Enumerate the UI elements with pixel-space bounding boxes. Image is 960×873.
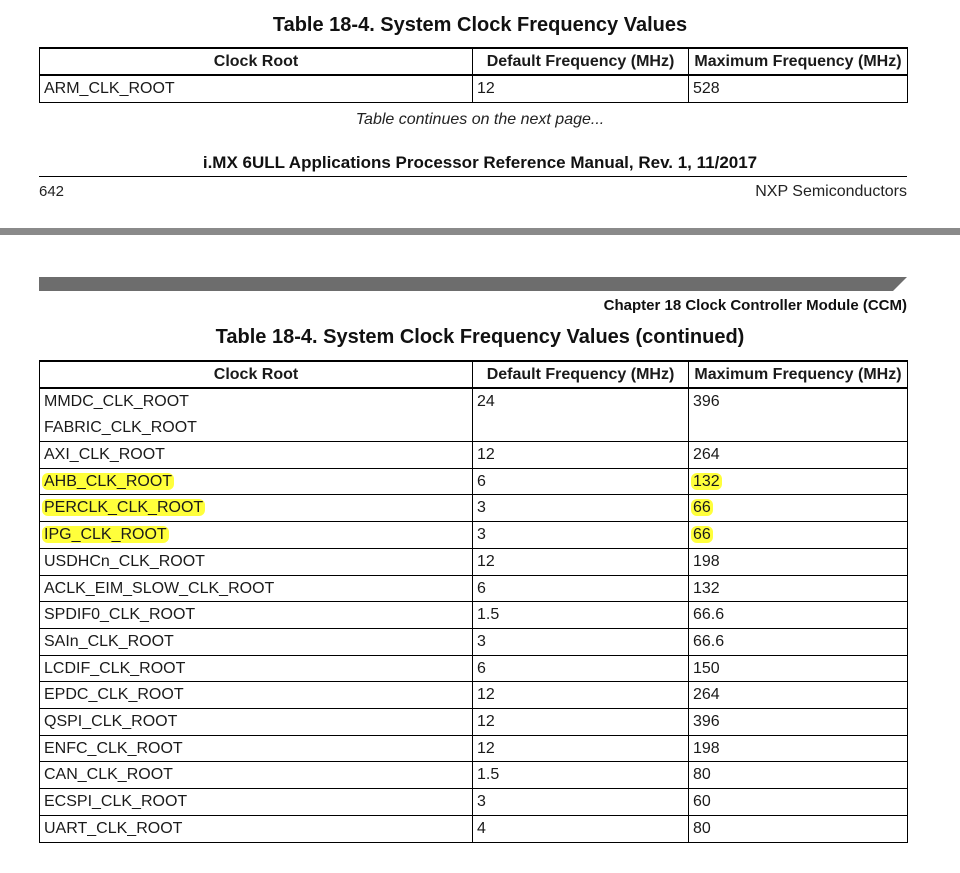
table-row (40, 762, 908, 789)
table-row (40, 522, 908, 549)
clock-root-fabric: FABRIC_CLK_ROOT (44, 419, 197, 436)
default-frequency-cell-text: 3 (477, 632, 486, 650)
page-divider (0, 228, 960, 235)
maximum-frequency-cell-text: 150 (693, 659, 720, 677)
maximum-frequency-cell (689, 602, 908, 629)
clock-root-cell (40, 628, 473, 655)
clock-root-cell: ARM_CLK_ROOT (40, 75, 473, 102)
maximum-frequency-cell-text: 60 (693, 793, 711, 811)
default-frequency-cell (473, 468, 689, 495)
maximum-frequency-cell-text: 264 (693, 686, 720, 704)
maximum-frequency-cell-text: 66.6 (693, 606, 725, 624)
table-row (40, 468, 908, 495)
clock-root-cell (40, 655, 473, 682)
clock-frequency-table-part1 (39, 47, 908, 103)
table-row (40, 655, 908, 682)
maximum-frequency-cell-text: 80 (693, 819, 711, 837)
default-frequency-cell-text: 1.5 (477, 766, 500, 784)
footer-rule (39, 176, 907, 177)
default-frequency-cell-text: 12 (477, 552, 495, 570)
clock-root-cell-text: AXI_CLK_ROOT (44, 446, 165, 463)
clock-root-cell (40, 682, 473, 709)
default-frequency-cell (473, 762, 689, 789)
maximum-frequency-cell (689, 735, 908, 762)
default-frequency-cell-text: 3 (477, 526, 486, 544)
default-frequency-cell (473, 548, 689, 575)
table-row (40, 815, 908, 842)
default-frequency-cell-text: 12 (477, 739, 495, 757)
maximum-frequency-cell (689, 655, 908, 682)
maximum-frequency-cell (689, 682, 908, 709)
default-frequency-cell-text: 12 (477, 686, 495, 704)
clock-root-cell-text: ENFC_CLK_ROOT (44, 739, 183, 757)
default-frequency-cell (473, 602, 689, 629)
clock-frequency-table-part2 (39, 360, 908, 843)
default-frequency-cell (473, 789, 689, 816)
default-frequency-cell-text: 6 (477, 579, 486, 597)
maximum-frequency-cell (689, 495, 908, 522)
table-row (40, 75, 908, 102)
default-frequency-cell (473, 522, 689, 549)
page-number: 642 (39, 183, 65, 200)
clock-root-cell (40, 495, 473, 522)
maximum-frequency-cell-text: 132 (693, 472, 720, 490)
maximum-frequency-cell-text: 66 (693, 499, 711, 517)
default-frequency-cell (473, 495, 689, 522)
maximum-frequency-cell: 528 (689, 75, 908, 102)
default-frequency-cell (473, 709, 689, 736)
maximum-frequency-cell (689, 548, 908, 575)
header-maximum-frequency: Maximum Frequency (MHz) (689, 361, 908, 388)
table-row (40, 628, 908, 655)
default-frequency-cell-text: 12 (477, 446, 495, 463)
clock-root-cell (40, 602, 473, 629)
company-name: NXP Semiconductors (755, 183, 907, 200)
default-frequency-cell-text: 4 (477, 819, 486, 837)
clock-root-cell (40, 709, 473, 736)
clock-root-cell-text: ECSPI_CLK_ROOT (44, 793, 188, 811)
default-frequency-cell-text: 6 (477, 659, 486, 677)
maximum-frequency-cell (689, 789, 908, 816)
maximum-frequency-cell-text: 66.6 (693, 632, 725, 650)
default-frequency-cell-text: 6 (477, 472, 486, 490)
table-row (40, 735, 908, 762)
table-row-merged (40, 388, 908, 442)
default-frequency-cell (473, 682, 689, 709)
default-frequency-cell (473, 815, 689, 842)
default-frequency-cell (473, 735, 689, 762)
default-frequency-cell (473, 442, 689, 469)
clock-root-cell-text: PERCLK_CLK_ROOT (44, 499, 204, 517)
header-maximum-frequency: Maximum Frequency (MHz) (689, 48, 908, 75)
default-frequency-cell (473, 628, 689, 655)
default-frequency-cell (473, 575, 689, 602)
clock-root-cell-text: SAIn_CLK_ROOT (44, 632, 174, 650)
clock-root-cell (40, 762, 473, 789)
manual-footer-title: i.MX 6ULL Applications Processor Reference Manual, Rev. 1, 11/2017 (202, 153, 758, 172)
clock-root-cell-text: ACLK_EIM_SLOW_CLK_ROOT (44, 579, 275, 597)
clock-root-cell (40, 548, 473, 575)
clock-root-cell-text: SPDIF0_CLK_ROOT (44, 606, 196, 624)
maximum-frequency-cell: 396 (689, 388, 908, 442)
clock-root-cell (40, 522, 473, 549)
maximum-frequency-cell-text: 66 (693, 526, 711, 544)
header-clock-root: Clock Root (40, 361, 473, 388)
clock-root-cell (40, 789, 473, 816)
header-default-frequency: Default Frequency (MHz) (473, 48, 689, 75)
clock-root-cell-text: LCDIF_CLK_ROOT (44, 659, 186, 677)
maximum-frequency-cell-text: 198 (693, 739, 720, 757)
clock-root-cell (40, 735, 473, 762)
clock-root-cell-text: CAN_CLK_ROOT (44, 766, 173, 784)
maximum-frequency-cell-text: 396 (693, 713, 720, 731)
clock-root-cell (40, 575, 473, 602)
chapter-heading: Chapter 18 Clock Controller Module (CCM) (603, 297, 907, 314)
clock-root-cell (40, 815, 473, 842)
header-default-frequency: Default Frequency (MHz) (473, 361, 689, 388)
default-frequency-cell-text: 1.5 (477, 606, 500, 624)
table-row (40, 709, 908, 736)
maximum-frequency-cell (689, 468, 908, 495)
table-title: Table 18-4. System Clock Frequency Values (272, 14, 688, 36)
clock-root-cell (40, 388, 473, 442)
maximum-frequency-cell (689, 442, 908, 469)
clock-root-cell-text: UART_CLK_ROOT (44, 819, 183, 837)
table-continues-note: Table continues on the next page... (355, 111, 605, 128)
table-row (40, 442, 908, 469)
default-frequency-cell (473, 655, 689, 682)
header-clock-root: Clock Root (40, 48, 473, 75)
default-frequency-cell-text: 3 (477, 499, 486, 517)
table-title-continued: Table 18-4. System Clock Frequency Values (continued) (215, 326, 745, 348)
clock-root-cell (40, 468, 473, 495)
clock-root-cell-text: IPG_CLK_ROOT (44, 526, 167, 544)
chapter-header-bar (39, 277, 907, 291)
maximum-frequency-cell (689, 628, 908, 655)
default-frequency-cell: 24 (473, 388, 689, 442)
default-frequency-cell-text: 3 (477, 793, 486, 811)
table-header-row (40, 48, 908, 75)
clock-root-cell-text: USDHCn_CLK_ROOT (44, 552, 205, 570)
table-row (40, 548, 908, 575)
table-header-row (40, 361, 908, 388)
maximum-frequency-cell-text: 80 (693, 766, 711, 784)
table-row (40, 495, 908, 522)
default-frequency-cell-text: 12 (477, 713, 495, 731)
maximum-frequency-cell (689, 815, 908, 842)
maximum-frequency-cell-text: 132 (693, 579, 720, 597)
maximum-frequency-cell (689, 709, 908, 736)
table-row (40, 682, 908, 709)
clock-root-cell-text: AHB_CLK_ROOT (44, 472, 173, 490)
clock-root-cell (40, 442, 473, 469)
maximum-frequency-cell (689, 762, 908, 789)
maximum-frequency-cell (689, 575, 908, 602)
table-row (40, 575, 908, 602)
default-frequency-cell: 12 (473, 75, 689, 102)
maximum-frequency-cell-text: 198 (693, 552, 720, 570)
clock-root-cell-text: EPDC_CLK_ROOT (44, 686, 184, 704)
maximum-frequency-cell (689, 522, 908, 549)
maximum-frequency-cell-text: 264 (693, 446, 720, 463)
table-row (40, 789, 908, 816)
table-row (40, 602, 908, 629)
clock-root-cell-text: QSPI_CLK_ROOT (44, 713, 178, 731)
clock-root-mmdc: MMDC_CLK_ROOT (44, 393, 189, 410)
